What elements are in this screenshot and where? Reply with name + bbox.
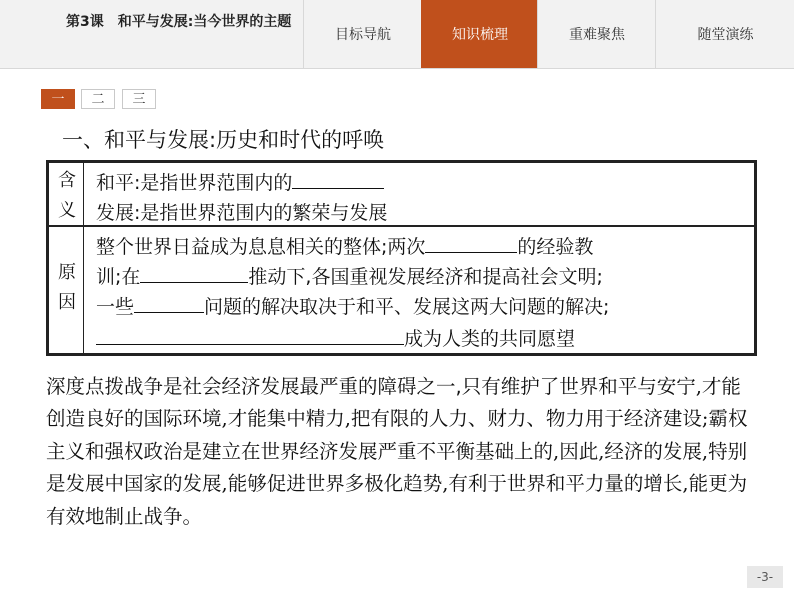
reason-line-4 <box>96 324 575 351</box>
tab-class-practice[interactable]: 随堂演练 <box>655 0 794 68</box>
row-header-meaning <box>53 166 81 226</box>
section-tab-one[interactable]: 一 <box>41 89 75 109</box>
tab-key-difficulties[interactable]: 重难聚焦 <box>537 0 656 68</box>
fill-blank[interactable] <box>292 170 384 189</box>
row-header-char: 原 <box>58 262 76 283</box>
meaning-line-1 <box>96 168 384 195</box>
section-heading: 一、和平与发展:历史和时代的呼唤 <box>62 128 385 152</box>
paragraph-body: 只有维护了世界和平与安宁,才能创造良好的国际环境,才能集中精力,把有限的人力、财力、物力用于经济建设;霸权主义和强权政治是建立在世界经济发展严重不平衡基础上的,因此,经济的发展,特别是发展中国家的发展,能够促进世界多极化趋势,有利于世界和平力量的增长,能更为有效地制止战争。 <box>46 375 748 528</box>
top-navigation-bar <box>0 0 794 69</box>
row-header-char: 因 <box>58 292 76 313</box>
section-tab-three[interactable]: 三 <box>122 89 156 109</box>
row-header-char: 义 <box>58 200 76 221</box>
fill-blank[interactable] <box>96 326 404 345</box>
reason-text: 的经验教 <box>517 236 594 258</box>
reason-text: 训;在 <box>96 266 141 288</box>
fill-blank[interactable] <box>134 294 204 313</box>
row-header-char: 含 <box>58 170 76 191</box>
reason-line-3 <box>96 292 609 319</box>
reason-text: 问题的解决取决于和平、发展这两大问题的解决; <box>204 296 610 318</box>
knowledge-table <box>46 160 757 356</box>
meaning-peace-text: 和平:是指世界范围内的 <box>96 172 293 194</box>
section-tab-two[interactable]: 二 <box>81 89 115 109</box>
deep-explanation-paragraph <box>46 371 752 533</box>
reason-text: 一些 <box>96 296 135 318</box>
page-number: -3- <box>747 566 783 588</box>
table-divider <box>49 225 754 227</box>
lesson-title: 第3课 和平与发展:当今世界的主题 <box>66 14 292 30</box>
reason-text: 推动下,各国重视发展经济和提高社会文明; <box>248 266 603 288</box>
reason-line-1 <box>96 232 593 259</box>
fill-blank[interactable] <box>425 234 517 253</box>
reason-line-2 <box>96 262 603 289</box>
tab-goal-navigation[interactable]: 目标导航 <box>303 0 422 68</box>
reason-text: 成为人类的共同愿望 <box>404 328 576 350</box>
table-divider <box>83 163 84 353</box>
fill-blank[interactable] <box>140 264 248 283</box>
tab-knowledge-review[interactable]: 知识梳理 <box>421 0 538 68</box>
meaning-line-2: 发展:是指世界范围内的繁荣与发展 <box>96 202 388 224</box>
reason-text: 整个世界日益成为息息相关的整体;两次 <box>96 236 426 258</box>
paragraph-lead: 深度点拨战争是社会经济发展最严重的障碍之一, <box>46 375 462 398</box>
row-header-reason <box>53 258 81 318</box>
